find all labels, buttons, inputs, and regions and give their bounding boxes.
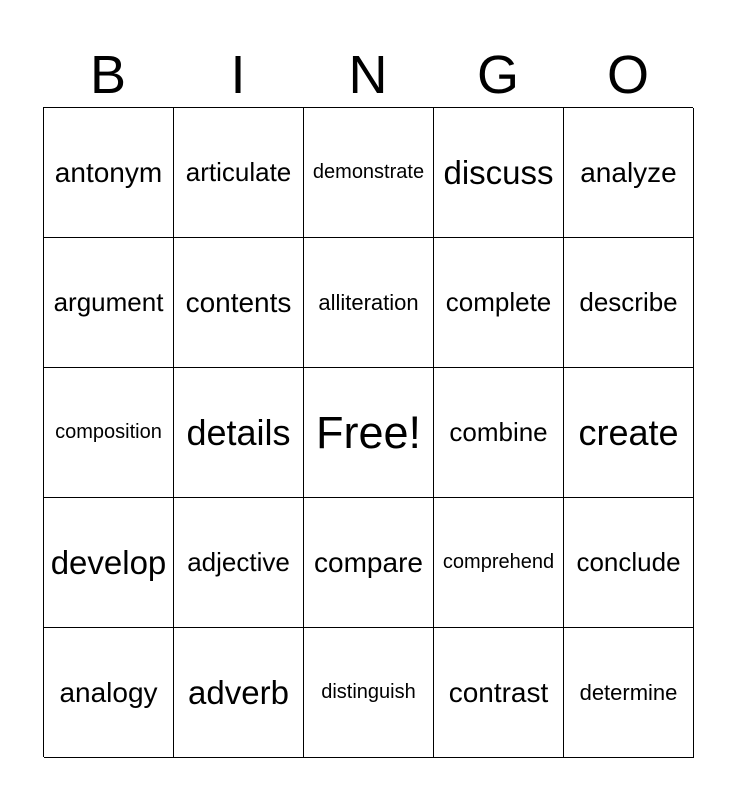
bingo-header (43, 42, 693, 108)
header-letter-b: B (89, 45, 127, 105)
bingo-cell[interactable] (434, 368, 564, 498)
cell-word: determine (579, 679, 678, 705)
cell-word: adverb (188, 673, 289, 711)
cell-word: combine (449, 417, 548, 447)
cell-word: contrast (448, 676, 549, 708)
bingo-cell[interactable] (304, 628, 434, 758)
bingo-cell[interactable] (564, 238, 694, 368)
bingo-cell[interactable] (564, 368, 694, 498)
cell-word: develop (50, 543, 167, 581)
bingo-cell[interactable] (44, 628, 174, 758)
free-space-cell[interactable] (304, 368, 434, 498)
bingo-cell[interactable] (304, 498, 434, 628)
bingo-cell[interactable] (174, 368, 304, 498)
cell-word: articulate (185, 157, 292, 187)
bingo-cell[interactable] (564, 628, 694, 758)
cell-word: argument (53, 287, 164, 317)
bingo-cell[interactable] (44, 238, 174, 368)
bingo-cell[interactable] (434, 108, 564, 238)
bingo-cell[interactable] (174, 238, 304, 368)
bingo-cell[interactable] (564, 108, 694, 238)
cell-word: analogy (59, 676, 158, 708)
bingo-cell[interactable] (44, 368, 174, 498)
bingo-cell[interactable] (304, 238, 434, 368)
header-letter-i: I (230, 45, 246, 105)
free-space-text: Free! (315, 406, 422, 458)
cell-word: compare (314, 546, 423, 578)
bingo-board (43, 107, 693, 757)
bingo-cell[interactable] (44, 498, 174, 628)
bingo-cell[interactable] (434, 498, 564, 628)
bingo-cell[interactable] (174, 108, 304, 238)
cell-word: contents (185, 286, 292, 318)
cell-word: describe (579, 287, 678, 317)
cell-word: create (578, 411, 679, 453)
header-letter-g: G (476, 45, 519, 105)
cell-word: alliteration (318, 289, 419, 315)
cell-word: distinguish (321, 681, 416, 703)
bingo-cell[interactable] (434, 238, 564, 368)
cell-word: demonstrate (312, 161, 425, 183)
bingo-cell[interactable] (44, 108, 174, 238)
bingo-cell[interactable] (304, 108, 434, 238)
header-letter-o: O (606, 45, 649, 105)
cell-word: comprehend (442, 551, 555, 573)
cell-word: discuss (443, 153, 554, 191)
cell-word: antonym (54, 156, 163, 188)
cell-word: conclude (576, 547, 681, 577)
bingo-cell[interactable] (174, 628, 304, 758)
header-letter-n: N (348, 45, 388, 105)
bingo-cell[interactable] (434, 628, 564, 758)
cell-word: composition (55, 421, 162, 443)
cell-word: details (186, 411, 291, 453)
bingo-cell[interactable] (174, 498, 304, 628)
bingo-cell[interactable] (564, 498, 694, 628)
cell-word: adjective (187, 547, 290, 577)
cell-word: complete (445, 287, 552, 317)
cell-word: analyze (580, 156, 677, 188)
